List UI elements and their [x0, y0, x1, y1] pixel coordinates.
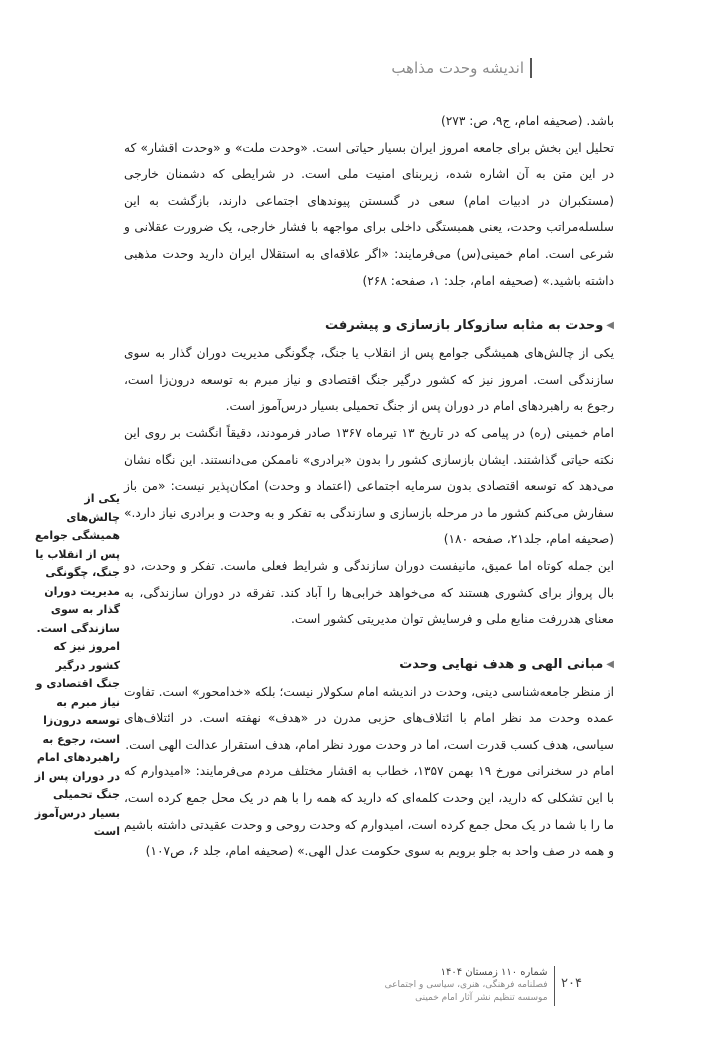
paragraph: امام خمینی (ره) در پیامی که در تاریخ ۱۳ تیرماه ۱۳۶۷ صادر فرمودند، دقیقاً انگشت بر روی این نکته حیاتی گذاشتند. ایشان بازسازی کشور را بدون «برادری» ناممکن می‌دانستند. این نگاه نشان می‌دهد که توسعه اقتصادی بدون سرمایه اجتماعی (اعتماد و وحدت) امکان‌پذیر نیست: «من باز سفارش می‌کنم کشور ما در مرحله بازسازی و سازندگی به تفکر و به وحدت و برادری نیاز دارد.» (صحیفه امام، جلد۲۱، صفحه ۱۸۰) — [124, 425, 614, 547]
page-footer — [385, 966, 582, 1006]
paragraph: این جمله کوتاه اما عمیق، مانیفست دوران سازندگی و شرایط فعلی ماست. تفکر و وحدت، دو بال پرواز برای کشوری هستند که می‌خواهد خرابی‌ها را آباد کند. تفرقه در دوران سازندگی، به معنای هدررفت منابع ملی و فرسایش توان مدیریتی کشور است. — [124, 558, 614, 627]
header-divider — [530, 58, 532, 78]
journal-line: فصلنامه فرهنگی، هنری، سیاسی و اجتماعی — [384, 980, 548, 990]
section-heading-text: وحدت به مثابه سازوکار بازسازی و پیشرفت — [325, 318, 604, 334]
publisher-line: موسسه تنظیم نشر آثار امام خمینی — [415, 993, 548, 1003]
running-header-title: اندیشه وحدت مذاهب — [391, 59, 524, 77]
footer-info — [385, 966, 548, 1005]
paragraph: از منظر جامعه‌شناسی دینی، وحدت در اندیشه امام سکولار نیست؛ بلکه «خدامحور» است. تفاوت عمده وحدت مد نظر امام با ائتلاف‌های حزبی مدرن در «هدف» نهفته است. در ائتلاف‌های سیاسی، هدف کسب قدرت است، اما در وحدت مورد نظر امام، هدف استقرار عدالت الهی است. — [124, 684, 614, 752]
footer-divider — [554, 966, 556, 1006]
running-header — [391, 58, 532, 78]
section-heading-text: مبانی الهی و هدف نهایی وحدت — [399, 656, 604, 672]
paragraph: یکی از چالش‌های همیشگی جوامع پس از انقلاب یا جنگ، چگونگی مدیریت دوران گذار به سوی سازندگی است. امروز نیز که کشور درگیر جنگ اقتصادی و نیاز مبرم به توسعه درون‌زا است، رجوع به راهبردهای امام در دوران پس از جنگ تحمیلی بسیار درس‌آموز است. — [124, 346, 614, 414]
page-number: ۲۰۴ — [561, 976, 582, 991]
section-heading — [124, 312, 614, 340]
paragraph: باشد. (صحیفه امام، ج۹، ص: ۲۷۳) — [440, 114, 614, 128]
heading-marker-icon: ◀ — [606, 658, 614, 670]
pull-quote: یکی از چالش‌های همیشگی جوامع پس از انقلاب یا جنگ، چگونگی مدیریت دوران گذار به سوی سازندگی است. امروز نیز که کشور درگیر جنگ اقتصادی و نیاز مبرم به توسعه درون‌زا است، رجوع به راهبردهای امام در دوران پس از جنگ تحمیلی بسیار درس‌آموز است — [34, 492, 120, 838]
heading-marker-icon: ◀ — [606, 320, 614, 332]
issue-line: شماره ۱۱۰ زمستان ۱۴۰۴ — [440, 967, 548, 978]
article-body — [124, 108, 614, 865]
paragraph: تحلیل این بخش برای جامعه امروز ایران بسیار حیاتی است. «وحدت ملت» و «وحدت اقشار» که در این متن به آن اشاره شده، زیربنای امنیت ملی است. در شرایطی که دشمنان خارجی (مستکبران در ادبیات امام) سعی در گسستن پیوندهای اجتماعی دارند، بازگشت به این سلسله‌مراتب وحدت، یعنی همبستگی داخلی برای مواجهه با فشار خارجی، یک ضرورت عقلانی و شرعی است. امام خمینی(س) می‌فرمایند: «اگر علاقه‌ای به استقلال ایران دارید وحدت مذهبی داشته باشید.» (صحیفه امام، جلد: ۱، صفحه: ۲۶۸) — [124, 140, 614, 288]
section-heading — [124, 651, 614, 679]
paragraph: امام در سخنرانی مورخ ۱۹ بهمن ۱۳۵۷، خطاب به اقشار مختلف مردم می‌فرمایند: «امیدوارم که با این تشکلی که دارید، این وحدت کلمه‌ای که دارید که همه را با هم در یک محل جمع کرده است، ما را با شما در یک محل جمع کرده است، امیدوارم که وحدت روحی و وحدت عقیدتی داشته باشیم و همه در صف واحد به جلو برویم به سوی حکومت عدل الهی.» (صحیفه امام، جلد ۶، ص۱۰۷) — [124, 764, 614, 859]
